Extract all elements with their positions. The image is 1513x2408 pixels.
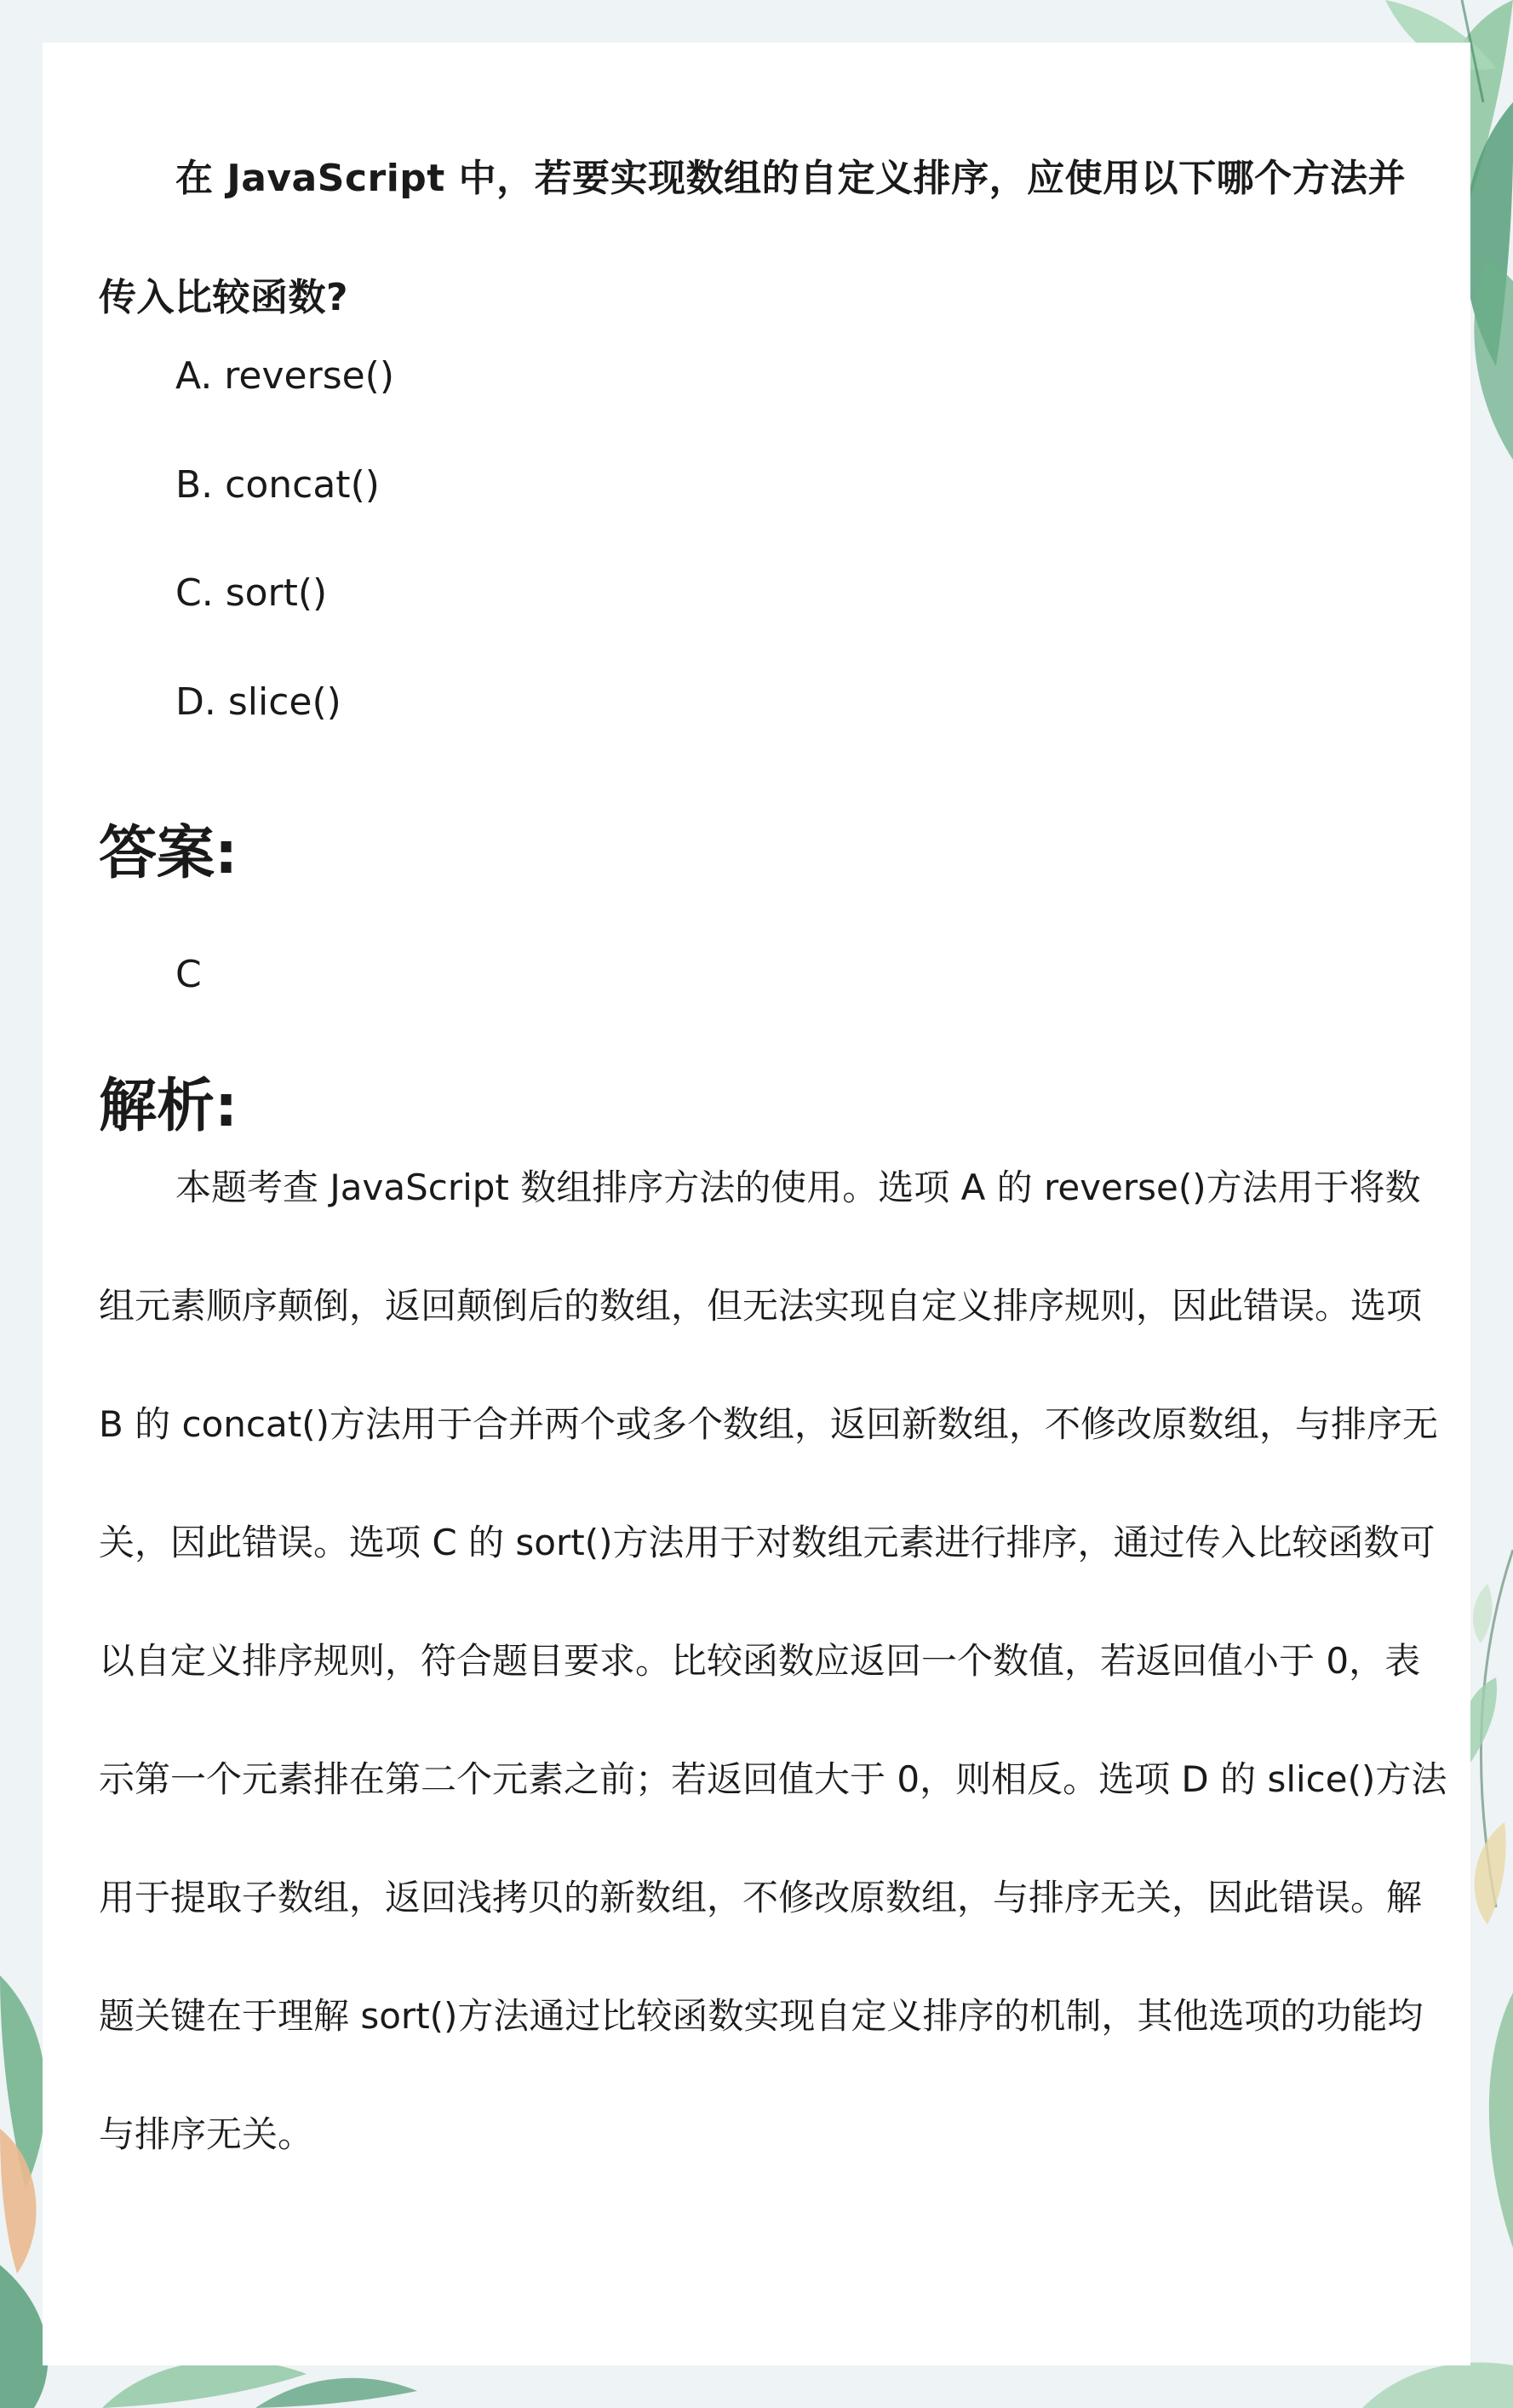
option-a: A. reverse(): [175, 354, 395, 398]
answer-heading: 答案:: [99, 820, 238, 887]
option-b: B. concat(): [175, 463, 380, 507]
document-card: [43, 43, 1470, 2365]
question-text: 在 JavaScript 中，若要实现数组的自定义排序，应使用以下哪个方法并传入比较函数?: [99, 157, 1407, 319]
analysis-text: 本题考查 JavaScript 数组排序方法的使用。选项 A 的 reverse()方法用于将数组元素顺序颠倒，返回颠倒后的数组，但无法实现自定义排序规则，因此错误。选项 B 的 concat()方法用于合并两个或多个数组，返回新数组，不修改原数组，与排序无关，因此错误。选项 C 的 sort()方法用于对数组元素进行排序，通过传入比较函数可以自定义排序规则，符合题目要求。比较函数应返回一个数值，若返回值小于 0，表示第一个元素排在第二个元素之前；若返回值大于 0，则相反。选项 D 的 slice()方法用于提取子数组，返回浅拷贝的新数组，不修改原数组，与排序无关，因此错误。解题关键在于理解 sort()方法通过比较函数实现自定义排序的机制，其他选项的功能均与排序无关。: [99, 1167, 1447, 2155]
option-d: D. slice(): [175, 680, 341, 724]
analysis-heading: 解析:: [99, 1073, 238, 1140]
option-c: C. sort(): [175, 571, 328, 615]
answer-value: C: [175, 953, 202, 996]
